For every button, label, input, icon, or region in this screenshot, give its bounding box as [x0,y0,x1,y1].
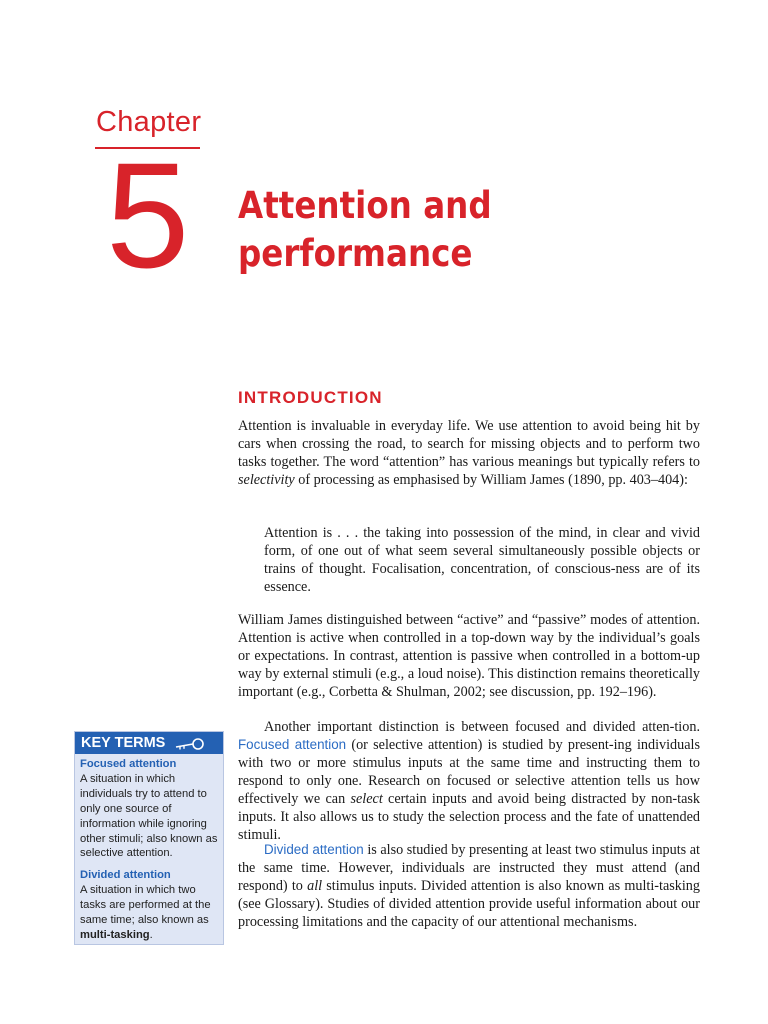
definition-text: A situation in which two tasks are performed at the same time; also known as [80,883,211,926]
paragraph-text: Another important distinction is between focused and divided atten-tion. [264,719,700,735]
definition-end: . [149,928,153,941]
key-term-definition: A situation in which individuals try to attend to only one source of information while ignoring other stimuli; also known as selective attention. [80,772,218,860]
paragraph-text: certain inputs and avoid being distracted by non-task inputs. It also allows us to study the selection process and the fate of unattended stimuli. [238,791,700,843]
paragraph-1 [238,417,700,489]
key-terms-title: KEY TERMS [81,735,166,751]
paragraph-text: Attention is invaluable in everyday life. We use attention to avoid being hit by cars when crossing the road, to search for missing objects and to perform two tasks together. The word “attention” has various meanings but typically refers to [238,418,700,470]
paragraph-4 [238,841,700,931]
key-icon [175,736,205,758]
paragraph-2: William James distinguished between “active” and “passive” modes of attention. Attention is active when controlled in a top-down way by the individual’s goals or expectations. In contrast, attention is passive when controlled in a bottom-up way by external stimuli (e.g., a loud noise). This distinction remains theoretically important (e.g., Corbetta & Shulman, 2002; see discussion, pp. 192–196). [238,612,700,700]
chapter-title [238,182,528,278]
key-term-title: Focused attention [80,758,177,770]
paragraph-text: stimulus inputs. Divided attention is also known as multi-tasking (see Glossary). Studies of divided attention provide useful information about our processing limitations and the capacity of our attentional mechanisms. [238,878,700,930]
key-term-definition [80,883,220,943]
chapter-title-line1: Attention and [238,184,492,227]
emphasis-text: selectivity [238,472,295,488]
chapter-number: 5 [106,131,190,299]
key-term-entry [80,757,220,861]
emphasis-text: all [307,878,323,894]
section-heading: INTRODUCTION [238,388,383,407]
key-term-entry [80,868,220,943]
key-terms-box [74,731,224,945]
chapter-title-line2: performance [238,232,473,275]
paragraph-text: of processing as emphasised by William James (1890, pp. 403–404): [294,472,688,488]
key-term-focused-attention: Focused attention [238,737,347,752]
paragraph-text: is also studied by presenting at least two stimulus inputs at the same time. However, individuals are instructed they must attend (and respond) to [238,842,701,894]
block-quote: Attention is . . . the taking into possession of the mind, in clear and vivid form, of one out of what seem several simultaneously possible objects or trains of thought. Focalisation, concentration, of conscious-ness are of its essence. [264,525,700,595]
paragraph-text: (or selective attention) is studied by present-ing individuals with two or more stimulus inputs at the same time and instructing them to respond to only one. Research on focused or selective attention tells us how effectively we can [238,737,700,807]
key-term-title: Divided attention [80,869,171,881]
definition-bold: multi-tasking [80,928,150,941]
chapter-label: Chapter [96,106,202,138]
emphasis-text: select [350,791,383,807]
key-term-divided-attention: Divided attention [264,842,364,857]
paragraph-3 [238,718,700,844]
key-terms-header [75,732,223,754]
